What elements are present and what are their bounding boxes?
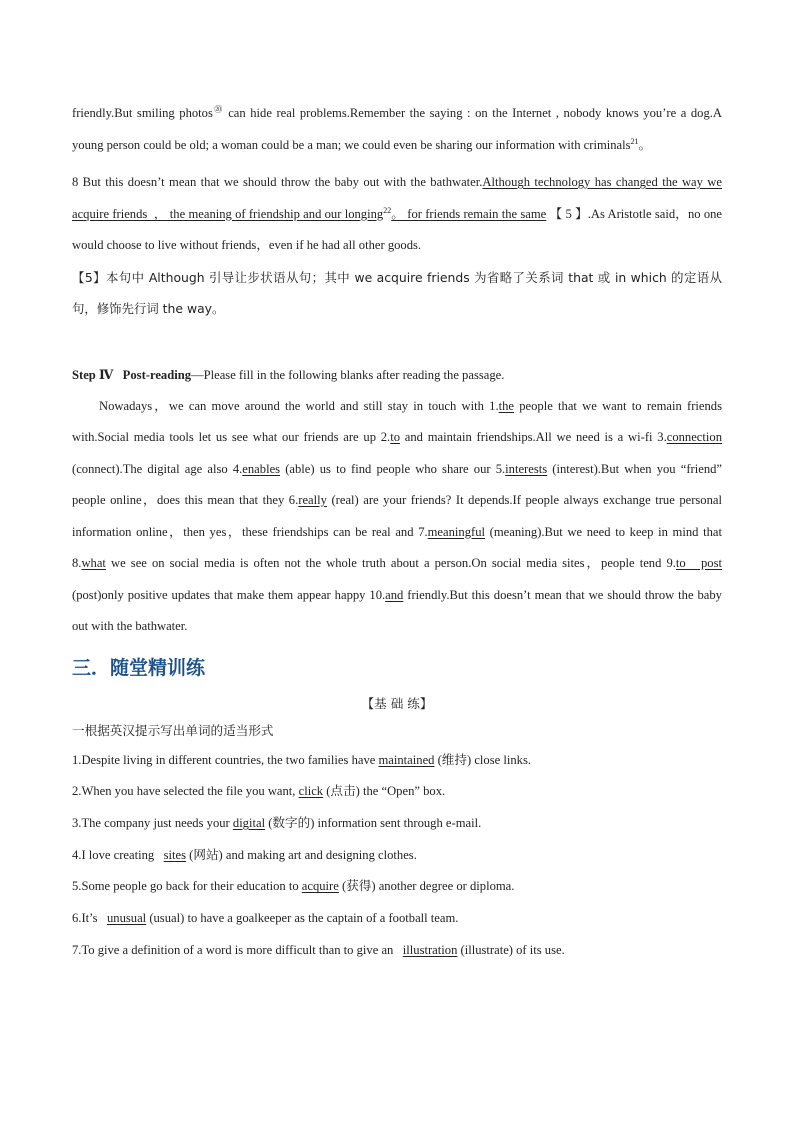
spacer (72, 324, 722, 362)
passage-text: (able) us to find people who share our 5. (280, 461, 506, 476)
answer-blank: digital (232, 815, 266, 830)
exercise-item (72, 935, 722, 967)
step-4-heading (72, 362, 722, 388)
note-5: 【5】本句中 Although 引导让步状语从句；其中 we acquire friends 为省略了关系词 that 或 in which 的定语从句，修饰先行词 the way。 (72, 269, 722, 316)
answer-blank: click (298, 784, 324, 799)
text: friendly.But smiling photos (72, 106, 213, 120)
exercise-text: 5.Some people go back for their education to (72, 879, 302, 894)
exercise-text: (数字的) information sent through e-mail. (265, 815, 482, 830)
answer-blank: the (498, 398, 514, 413)
note-marker: 【 5 】 (546, 206, 588, 221)
answer-blank: to post (675, 556, 722, 570)
exercise-text: 2.When you have selected the file you want, (72, 784, 299, 799)
passage-text: (post)only positive updates that make them appear happy 10. (72, 587, 386, 602)
section-title: 三．随堂精训练 (72, 656, 206, 679)
exercise-text: (usual) to have a goalkeeper as the captain of a football team. (146, 911, 459, 926)
exercise-item (72, 840, 722, 872)
answer-blank: connection (666, 430, 722, 444)
passage-text: friendly.But this doesn’t mean that we should throw the baby out with the bathwater. (72, 587, 722, 633)
footnote-marker: 21 (630, 136, 639, 146)
exercise-text: (illustrate) of its use. (457, 942, 565, 957)
text: .As Aristotle said，no one would choose to live without friends，even if he had all other goods. (72, 206, 723, 252)
passage-text: and maintain friendships.All we need is a wi-fi 3. (400, 430, 667, 444)
exercise-text: (维持) close links. (434, 752, 531, 767)
exercise-list (72, 745, 722, 967)
answer-blank: meaningful (427, 524, 485, 539)
document-page (72, 98, 722, 966)
passage-text: people that we want to remain friends with.Social media tools let us see what our friends are up 2. (72, 398, 722, 444)
step-instruction: —Please fill in the following blanks after reading the passage. (191, 367, 505, 382)
exercise-text: (获得) another degree or diploma. (338, 879, 515, 894)
exercise-text: 3.The company just needs your (72, 815, 233, 830)
passage-text: (meaning).But we need to keep in mind that 8. (72, 524, 722, 570)
answer-blank: maintained (378, 752, 435, 767)
footnote-marker: ⑳ (212, 104, 224, 114)
text: can hide real problems.Remember the saying : on the Internet , nobody knows you’re a dog.A young person could be old; a woman could be a man; we could even be sharing our information with criminals (72, 106, 722, 152)
exercise-item (72, 745, 722, 777)
post-reading-passage (72, 391, 722, 643)
answer-blank: really (298, 493, 327, 507)
exercise-text: 7.To give a definition of a word is more difficult than to give an (72, 942, 403, 957)
answer-blank: to (390, 430, 401, 444)
exercise-text: 4.I love creating (72, 847, 164, 862)
answer-blank: illustration (402, 942, 458, 957)
answer-blank: interests (505, 461, 548, 476)
answer-blank: and (385, 587, 404, 602)
exercise-item (72, 776, 722, 808)
exercise-item (72, 903, 722, 935)
footnote-marker: 22 (383, 205, 392, 215)
passage-text: (interest).But when you “friend” people online，does this mean that they 6. (72, 461, 722, 507)
basic-practice-title: 【基 础 练】 (361, 695, 433, 711)
passage-text: (real) are your friends? It depends.If people always exchange true personal information online，then yes，these friendships can be real and 7. (72, 493, 722, 539)
part-1-title: 一根据英汉提示写出单词的适当形式 (72, 722, 274, 738)
passage-text: we see on social media is often not the whole truth about a person.On social media sites，people tend 9. (105, 556, 676, 570)
exercise-item (72, 808, 722, 840)
answer-blank: unusual (106, 911, 147, 926)
answer-blank: what (81, 556, 106, 570)
exercise-text: (点击) the “Open” box. (323, 784, 446, 799)
exercise-text: 6.It’s (72, 911, 107, 926)
paragraph-7 (72, 98, 722, 161)
answer-blank: sites (163, 847, 187, 862)
text: 8 But this doesn’t mean that we should throw the baby out with the bathwater. (72, 175, 483, 189)
passage-text: Nowadays，we can move around the world and still stay in touch with 1. (99, 398, 499, 413)
answer-blank: acquire (301, 879, 339, 894)
paragraph-8 (72, 167, 722, 262)
exercise-text: (网站) and making art and designing clothes. (186, 847, 417, 862)
answer-blank: enables (242, 461, 281, 476)
step-title: Step Ⅳ Post-reading (72, 367, 192, 382)
text: 。 (638, 137, 652, 152)
underlined-sentence: 。 for friends remain the same (391, 206, 547, 221)
exercise-item (72, 871, 722, 903)
passage-text: (connect).The digital age also 4. (72, 461, 243, 476)
underlined-sentence: Although technology has changed the way we acquire friends ， the meaning of friendship and our longing (72, 175, 722, 221)
exercise-text: 1.Despite living in different countries, the two families have (72, 752, 379, 767)
